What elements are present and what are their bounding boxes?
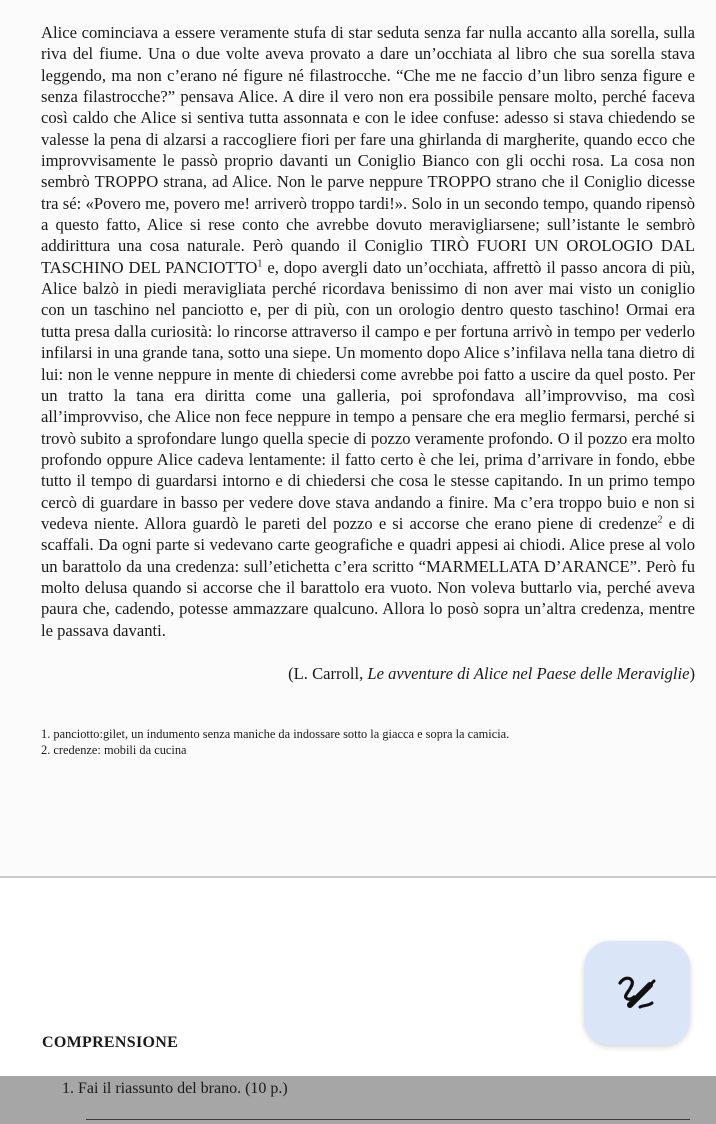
footnote-1: 1. panciotto:gilet, un indumento senza maniche da indossare sotto la giacca e sopra la camicia. [41, 727, 510, 741]
passage-text [41, 22, 695, 641]
pen-wand-icon [614, 973, 660, 1013]
citation-prefix: (L. Carroll, [288, 664, 368, 683]
comprehension-heading: COMPRENSIONE [42, 1034, 179, 1051]
passage-part-1: Alice cominciava a essere veramente stufa di star seduta senza far nulla accanto alla sorella, sulla riva del fiume. Una o due volte aveva provato a dare un’occhiata al libro che sua sorella stava leggendo, ma non c’erano né figure né filastrocche. “Che me ne faccio d’un libro senza figure e senza filastrocche?” pensava Alice. A dire il vero non era possibile pensare molto, perché faceva così caldo che Alice si sentiva tutta assonnata e con le idee confuse: adesso si stava chiedendo se valesse la pena di alzarsi a raccogliere fiori per fare una ghirlanda di margherite, quando ecco che improvvisamente le passò proprio davanti un Coniglio Bianco con gli occhi rosa. La cosa non sembrò TROPPO strana, ad Alice. Non le parve neppure TROPPO strano che il Coniglio dicesse tra sé: «Povero me, povero me! arriverò troppo tardi!». Solo in un secondo tempo, quando ripensò a questo fatto, Alice si rese conto che avrebbe dovuto meravigliarsene; sull’istante le sembrò addirittura una cosa naturale. Però quando il Coniglio TIRÒ FUORI UN OROLOGIO DAL TASCHINO DEL PANCIOTTO [41, 23, 695, 277]
footnote-2: 2. credenze: mobili da cucina [41, 743, 187, 757]
citation-title: Le avventure di Alice nel Paese delle Meraviglie [367, 664, 690, 683]
answer-line[interactable] [86, 1119, 690, 1120]
source-citation [41, 663, 695, 684]
question-1: 1. Fai il riassunto del brano. (10 p.) [62, 1080, 288, 1097]
footnote-ref-2: 2 [657, 514, 663, 526]
passage-part-2: e, dopo avergli dato un’occhiata, affrettò il passo ancora di più, Alice balzò in piedi meravigliata perché ricordava benissimo di non aver mai visto un coniglio con un taschino nel panciotto e, per di più, con un orologio dentro questo taschino! Ormai era tutta presa dalla curiosità: lo rincorse attraverso il campo e per fortuna arrivò in tempo per vederlo infilarsi in una grande tana, sotto una siepe. Un momento dopo Alice s’infilava nella tana dietro di lui: non le venne neppure in mente di chiedersi come avrebbe poi fatto a uscire da quel posto. Per un tratto la tana era diritta come una galleria, poi sprofondava all’improvviso, ma così all’improvviso, che Alice non fece neppure in tempo a pensare che era meglio fermarsi, perché si trovò subito a sprofondare lungo quella specie di pozzo veramente profondo. O il pozzo era molto profondo oppure Alice cadeva lentamente: il fatto certo è che lei, prima d’arrivare in fondo, ebbe tutto il tempo di guardarsi intorno e di chiedersi che cosa le stesse capitando. In un primo tempo cercò di guardare in basso per vedere dove stava andando a finire. Ma c’era troppo buio e non si vedeva niente. Allora guardò le pareti del pozzo e si accorse che erano piene di credenze [41, 257, 695, 533]
citation-suffix: ) [689, 664, 695, 683]
footnote-ref-1: 1 [257, 258, 263, 270]
passage-part-3: e di scaffali. Da ogni parte si vedevano carte geografiche e quadri appesi ai chiodi. Alice prese al volo un barattolo da una credenza: sull’etichetta c’era scritto “MARMELLATA D’ARANCE”. Però fu molto delusa quando si accorse che il barattolo era vuoto. Non voleva buttarlo via, perché aveva paura che, cadendo, potesse ammazzare qualcuno. Allora lo posò sopra un’altra credenza, mentre le passava davanti. [41, 513, 695, 640]
pen-tool-button[interactable] [584, 941, 690, 1045]
footnotes [41, 726, 701, 758]
